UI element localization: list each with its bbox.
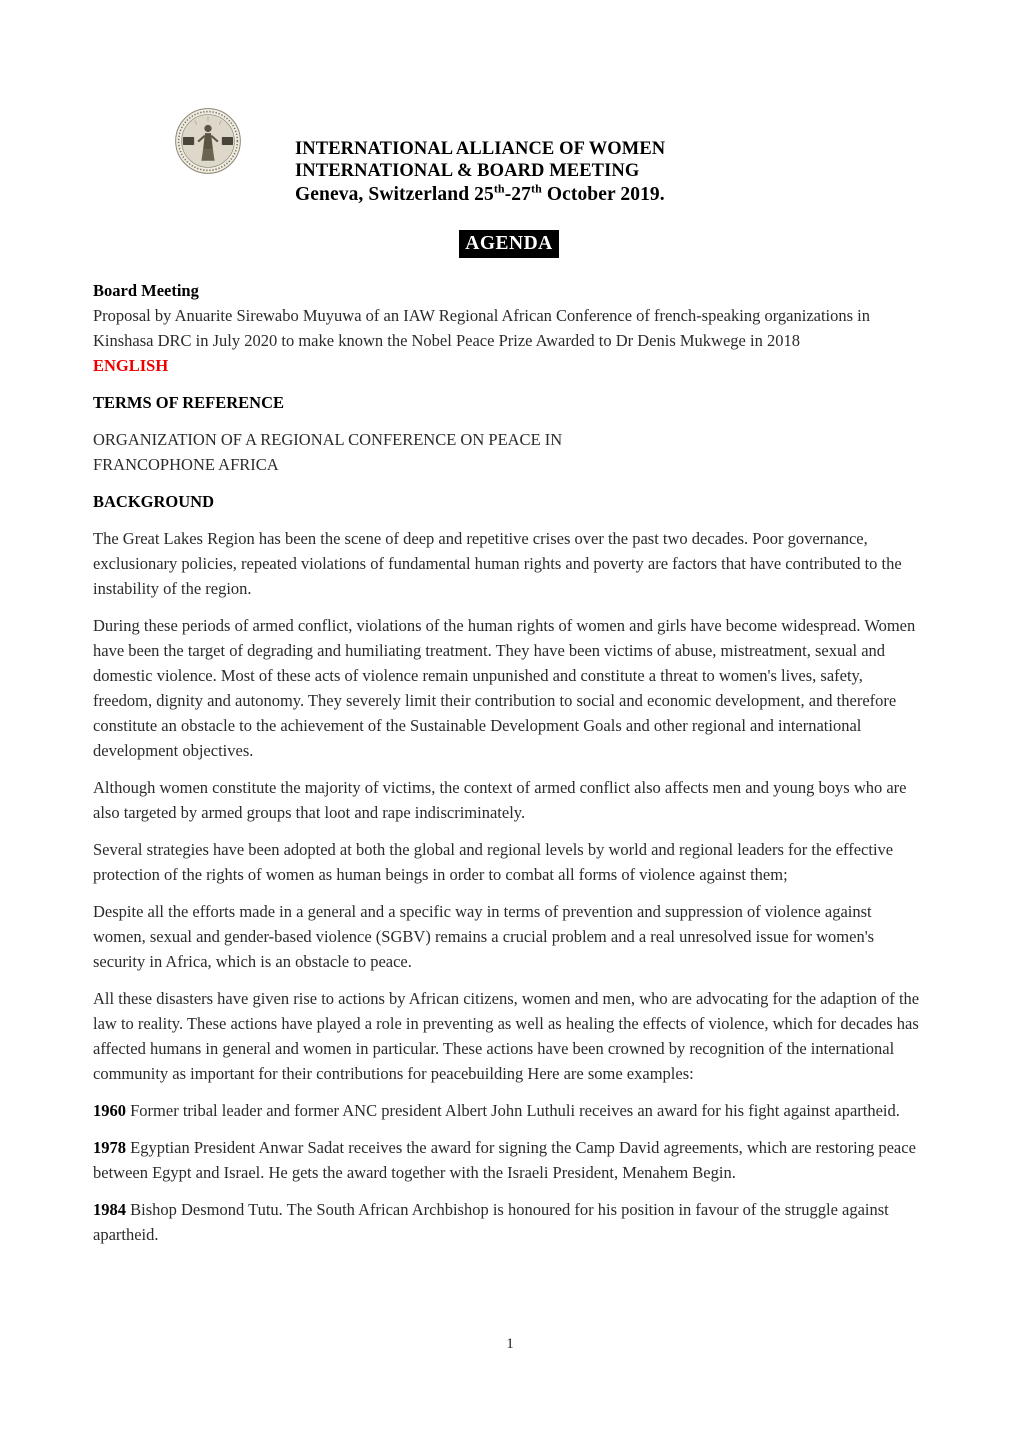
meeting-location-date <box>295 181 665 206</box>
language-label: ENGLISH <box>93 356 169 375</box>
page-number: 1 <box>506 1336 514 1352</box>
nobel-example-1984 <box>93 1197 925 1247</box>
conference-heading-line2: FRANCOPHONE AFRICA <box>93 455 279 474</box>
paragraph-men-and-boys: Although women constitute the majority of victims, the context of armed conflict also affects men and young boys who are also targeted by armed groups that loot and rape indiscriminately. <box>93 778 907 822</box>
example-year-1960: 1960 <box>93 1101 126 1120</box>
proposal-paragraph: Proposal by Anuarite Sirewabo Muyuwa of an IAW Regional African Conference of french-speaking organizations in Kinshasa DRC in July 2020 to make known the Nobel Peace Prize Awarded to Dr Denis Mukwege in 2018 <box>93 306 871 350</box>
terms-of-reference-heading: TERMS OF REFERENCE <box>93 393 284 412</box>
paragraph-sgbv: Despite all the efforts made in a general and a specific way in terms of prevention and suppression of violence against women, sexual and gender-based violence (SGBV) remains a crucial problem and a real unresolved issue for women's security in Africa, which is an obstacle to peace. <box>93 902 875 971</box>
agenda-heading: AGENDA <box>459 230 559 258</box>
document-header <box>93 108 925 206</box>
document-body <box>93 278 925 1247</box>
example-year-1978: 1978 <box>93 1138 126 1157</box>
agenda-row <box>93 230 925 258</box>
meeting-title: INTERNATIONAL & BOARD MEETING <box>295 161 640 181</box>
example-text-1984: Bishop Desmond Tutu. The South African Archbishop is honoured for his position in favour of the struggle against apartheid. <box>93 1200 889 1244</box>
date-middle: -27 <box>504 184 531 205</box>
date-ordinal-2: th <box>530 181 542 196</box>
nobel-example-1960 <box>93 1098 925 1123</box>
example-text-1960: Former tribal leader and former ANC president Albert John Luthuli receives an award for his fight against apartheid. <box>130 1101 900 1120</box>
date-prefix: Geneva, Switzerland 25 <box>295 184 494 205</box>
date-ordinal-1: th <box>493 181 505 196</box>
header-text-block <box>295 138 665 206</box>
org-name: INTERNATIONAL ALLIANCE OF WOMEN <box>295 139 666 159</box>
paragraph-great-lakes: The Great Lakes Region has been the scene of deep and repetitive crises over the past two decades. Poor governance, exclusionary policies, repeated violations of fundamental human rights and poverty are factors that have contributed to the instability of the region. <box>93 529 902 598</box>
paragraph-actions-examples: All these disasters have given rise to actions by African citizens, women and men, who are advocating for the adaption of the law to reality. These actions have played a role in preventing as well as healing the effects of violence, which for decades has affected humans in general and women in particular. These actions have been crowned by recognition of the international community as important for their contributions for peacebuilding Here are some examples: <box>93 989 920 1083</box>
paragraph-strategies: Several strategies have been adopted at both the global and regional levels by world and regional leaders for the effective protection of the rights of women as human beings in order to combat all forms of violence against them; <box>93 840 894 884</box>
nobel-example-1978 <box>93 1135 925 1185</box>
board-meeting-heading: Board Meeting <box>93 281 199 300</box>
background-heading: BACKGROUND <box>93 492 215 511</box>
conference-heading-line1: ORGANIZATION OF A REGIONAL CONFERENCE ON PEACE IN <box>93 430 563 449</box>
example-year-1984: 1984 <box>93 1200 126 1219</box>
paragraph-armed-conflict: During these periods of armed conflict, violations of the human rights of women and girls have become widespread. Women have been the target of degrading and humiliating treatment. They have been victims of abuse, mistreatment, sexual and domestic violence. Most of these acts of violence remain unpunished and constitute a threat to women's lives, safety, freedom, dignity and autonomy. They severely limit their contribution to social and economic development, and therefore constitute an obstacle to the achievement of the Sustainable Development Goals and other regional and international development objectives. <box>93 616 916 760</box>
date-suffix: October 2019. <box>541 184 665 205</box>
example-text-1978: Egyptian President Anwar Sadat receives the award for signing the Camp David agreements, which are restoring peace between Egypt and Israel. He gets the award together with the Israeli President, Menahem Begin. <box>93 1138 916 1182</box>
iaw-seal-logo-icon <box>175 108 241 174</box>
